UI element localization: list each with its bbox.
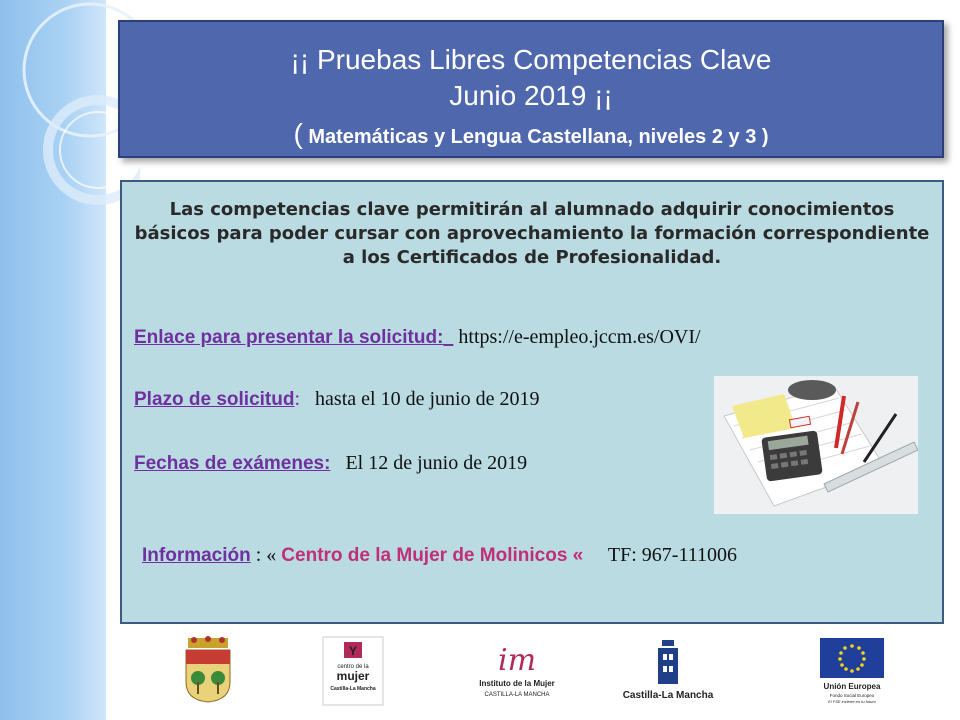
ue-text: Unión Europea (823, 682, 881, 691)
instituto-line2: CASTILLA-LA MANCHA (484, 692, 550, 698)
centro-mujer-line3: Castilla-La Mancha (330, 686, 376, 692)
enlace-row (134, 326, 701, 349)
enlace-gap (443, 326, 453, 348)
ue-sub2: El FSE invierte en tu futuro (828, 699, 876, 704)
svg-text:Y: Y (348, 644, 358, 658)
info-phone: TF: 967-111006 (607, 544, 737, 566)
enlace-link[interactable]: https://e-empleo.jccm.es/OVI/ (458, 326, 701, 348)
title-line-3 (120, 118, 942, 150)
title-line-1: ¡¡ Pruebas Libres Competencias Clave (290, 44, 772, 75)
municipal-coat-of-arms-icon (180, 636, 236, 706)
im-monogram-icon: im (497, 643, 537, 678)
plazo-row: Plazo de solicitud: hasta el 10 de junio de 2019 (134, 388, 540, 410)
union-europea-logo (814, 636, 890, 706)
centro-mujer-line1: centro de la (337, 664, 369, 670)
enlace-label: Enlace para presentar la solicitud: (134, 327, 444, 348)
fechas-row (134, 452, 527, 475)
title-line-2: Junio 2019 ¡¡ (449, 80, 613, 111)
intro-paragraph: Las competencias clave permitirán al alumnado adquirir conocimientos básicos para poder cursar con aprovechamiento la formación correspondiente a los Certificados de Profesionalidad. (134, 199, 930, 268)
paren-open: ( (293, 118, 303, 149)
ue-sub1: Fondo Social Europeo (829, 693, 875, 698)
title-banner (118, 20, 944, 158)
side-decoration (0, 0, 106, 720)
centro-mujer-line2: mujer (336, 669, 370, 683)
paren-close: ) (761, 126, 769, 148)
centro-mujer-logo (322, 636, 384, 706)
plazo-value: hasta el 10 de junio de 2019 (315, 388, 540, 410)
plazo-label: Plazo de solicitud (134, 389, 295, 410)
info-center: Centro de la Mujer de Molinicos « (281, 545, 584, 566)
info-row (142, 544, 737, 567)
instituto-line1: Instituto de la Mujer (479, 679, 555, 688)
info-separator: : « (250, 544, 282, 566)
fechas-label: Fechas de exámenes: (134, 453, 331, 474)
fechas-value: El 12 de junio de 2019 (345, 452, 528, 474)
logos-row (0, 636, 960, 712)
info-panel (120, 180, 944, 624)
office-supplies-image (714, 376, 918, 514)
info-label: Información (142, 545, 251, 566)
subtitle-text: Matemáticas y Lengua Castellana, niveles 2 y 3 (302, 126, 762, 148)
instituto-mujer-logo (462, 636, 572, 706)
castilla-la-mancha-logo (620, 636, 716, 706)
castilla-text: Castilla-La Mancha (622, 690, 714, 701)
